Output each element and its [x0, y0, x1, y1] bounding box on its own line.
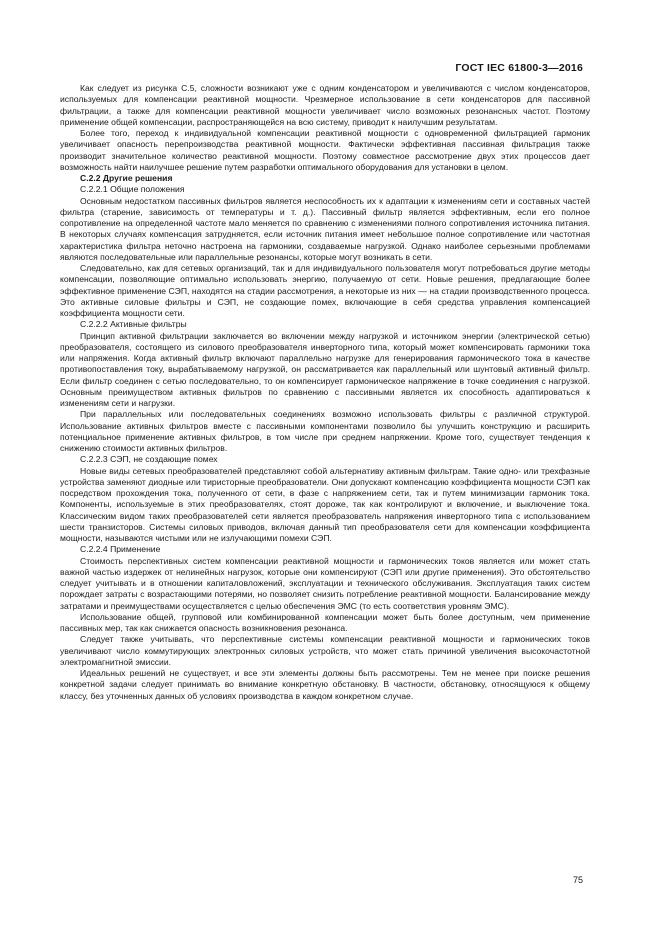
paragraph: Более того, переход к индивидуальной компенсации реактивной мощности с одновременной фильтрацией гармоник увеличивает опасность перепроизводства реактивной мощности. Фактически эффективная пассивная фильтрация также производит значительное количество реактивной мощности. Поэтому совместное рассмотрение двух этих процессов дает возможность найти наилучшее решение путем разработки оптимального оборудования для установки в целом.: [60, 128, 590, 172]
paragraph: Новые виды сетевых преобразователей представляют собой альтернативу активным фильтрам. Такие одно- или трехфазные устройства заменяют диодные или тиристорные преобразователи. Они допускают компенсацию коэффициента мощности СЭП как посредством прохождения тока, полученного от сети, в фазе с напряжением сети, так и путем минимизации гармоник тока. Компоненты, используемые в этих преобразователях, стоят дороже, так как контролируют и включение, и выключение тока. Классическим видом таких преобразователей сети является преобразователь напряжения инверторного типа с использованием шести транзисторов. Системы силовых приводов, включая данный тип преобразователя сети для компенсации коэффициента мощности, называются чистыми или не излучающими помехи СЭП.: [60, 465, 590, 543]
paragraph: Основным недостатком пассивных фильтров является неспособность их к адаптации к изменениям сети и составных частей фильтра (старение, зависимость от температуры и т. д.). Пассивный фильтр является эффективным, если его полное сопротивление на определенной частоте мало меняется по сравнению с изменениями полного сопротивления источника питания. В некоторых случаях компенсация затрудняется, если источник питания имеет небольшое полное сопротивление или частотная характеристика фильтра неточно настроена на гармоники, создаваемые нагрузкой. Однако наиболее серьезными проблемами являются последовательные или параллельные резонансы, которые могут возникать в сети.: [60, 195, 590, 262]
paragraph: Идеальных решений не существует, и все эти элементы должны быть рассмотрены. Тем не менее при поиске решения конкретной задачи следует принимать во внимание конкретную обстановку. В частности, обстановку, относящуюся к общему классу, без уточненных данных об условиях производства в каждом конкретном случае.: [60, 668, 590, 701]
paragraph: Стоимость перспективных систем компенсации реактивной мощности и гармонических токов является или может стать важной частью издержек от нелинейных нагрузок, которые они компенсируют (СЭП или другие применения). Это обстоятельство следует учитывать и в отношении капиталовложений, эксплуатации и технического обслуживания. Эксплуатация таких систем порождает затраты с возрастающими потерями, но позволяет снизить потребление реактивной мощности. Балансирование между затратами и преимуществами осуществляется с целью обеспечения ЭМС (то есть соответствия уровням ЭМС).: [60, 555, 590, 611]
section-heading: С.2.2 Другие решения: [80, 173, 173, 183]
subsection-heading: С.2.2.4 Применение: [80, 544, 161, 555]
paragraph: Следует также учитывать, что перспективные системы компенсации реактивной мощности и гармонических токов увеличивают число коммутирующих электронных силовых устройств, что может стать причиной увеличения высокочастотной электромагнитной эмиссии.: [60, 634, 590, 667]
paragraph: Как следует из рисунка С.5, сложности возникают уже с одним конденсатором и увеличиваются с числом конденсаторов, используемых для компенсации реактивной мощности. Чрезмерное использование в сети конденсаторов для пассивной фильтрации, а также для компенсации реактивной мощности увеличивает число возможных резонансных частот. Поэтому применение общей компенсации, распространяющейся на всю систему, приводит к наилучшим результатам.: [60, 83, 590, 127]
paragraph: Принцип активной фильтрации заключается во включении между нагрузкой и источником энергии (электрической сетью) преобразователя, состоящего из силового преобразователя инверторного типа, который может компенсировать гармоники тока или напряжения. Когда активный фильтр включают параллельно нагрузке для генерирования гармонического тока в качестве противопоставления току, вырабатываемому нагрузкой, он рассматривается как параллельный или шунтовый активный фильтр. Если фильтр соединен с сетью последовательно, то он компенсирует гармоническое напряжение в точке соединения с нагрузкой. Основным преимуществом активных фильтров по сравнению с пассивными является их способность адаптироваться к изменениям сети и нагрузки.: [60, 330, 590, 408]
document-body: [60, 83, 590, 702]
subsection-heading: С.2.2.3 СЭП, не создающие помех: [80, 454, 218, 465]
subsection-heading: С.2.2.2 Активные фильтры: [80, 319, 187, 330]
document-id-header: ГОСТ IEC 61800-3—2016: [455, 62, 583, 74]
paragraph: Использование общей, групповой или комбинированной компенсации может быть более доступным, чем применение пассивных мер, так как снижается опасность возникновения резонанса.: [60, 611, 590, 633]
page-number: 75: [572, 875, 583, 885]
subsection-heading: С.2.2.1 Общие положения: [80, 184, 185, 195]
paragraph: При параллельных или последовательных соединениях возможно использовать фильтры с различной структурой. Использование активных фильтров вместе с пассивными компонентами позволило бы улучшить конструкцию и расширить потенциальное применение активных фильтров, в том числе при среднем напряжении. Кроме того, существует тенденция к снижению стоимости активных фильтров.: [60, 409, 590, 453]
paragraph: Следовательно, как для сетевых организаций, так и для индивидуального пользователя могут потребоваться другие методы компенсации, позволяющие оптимально использовать энергию, получаемую от сети. Новые решения, предлагающие более эффективное применение СЭП, находятся на стадии рассмотрения, а некоторые из них — на стадии производственного процесса. Это активные силовые фильтры и СЭП, не создающие помех, включающие в себя средства управления компенсацией коэффициента мощности сети.: [60, 263, 590, 318]
